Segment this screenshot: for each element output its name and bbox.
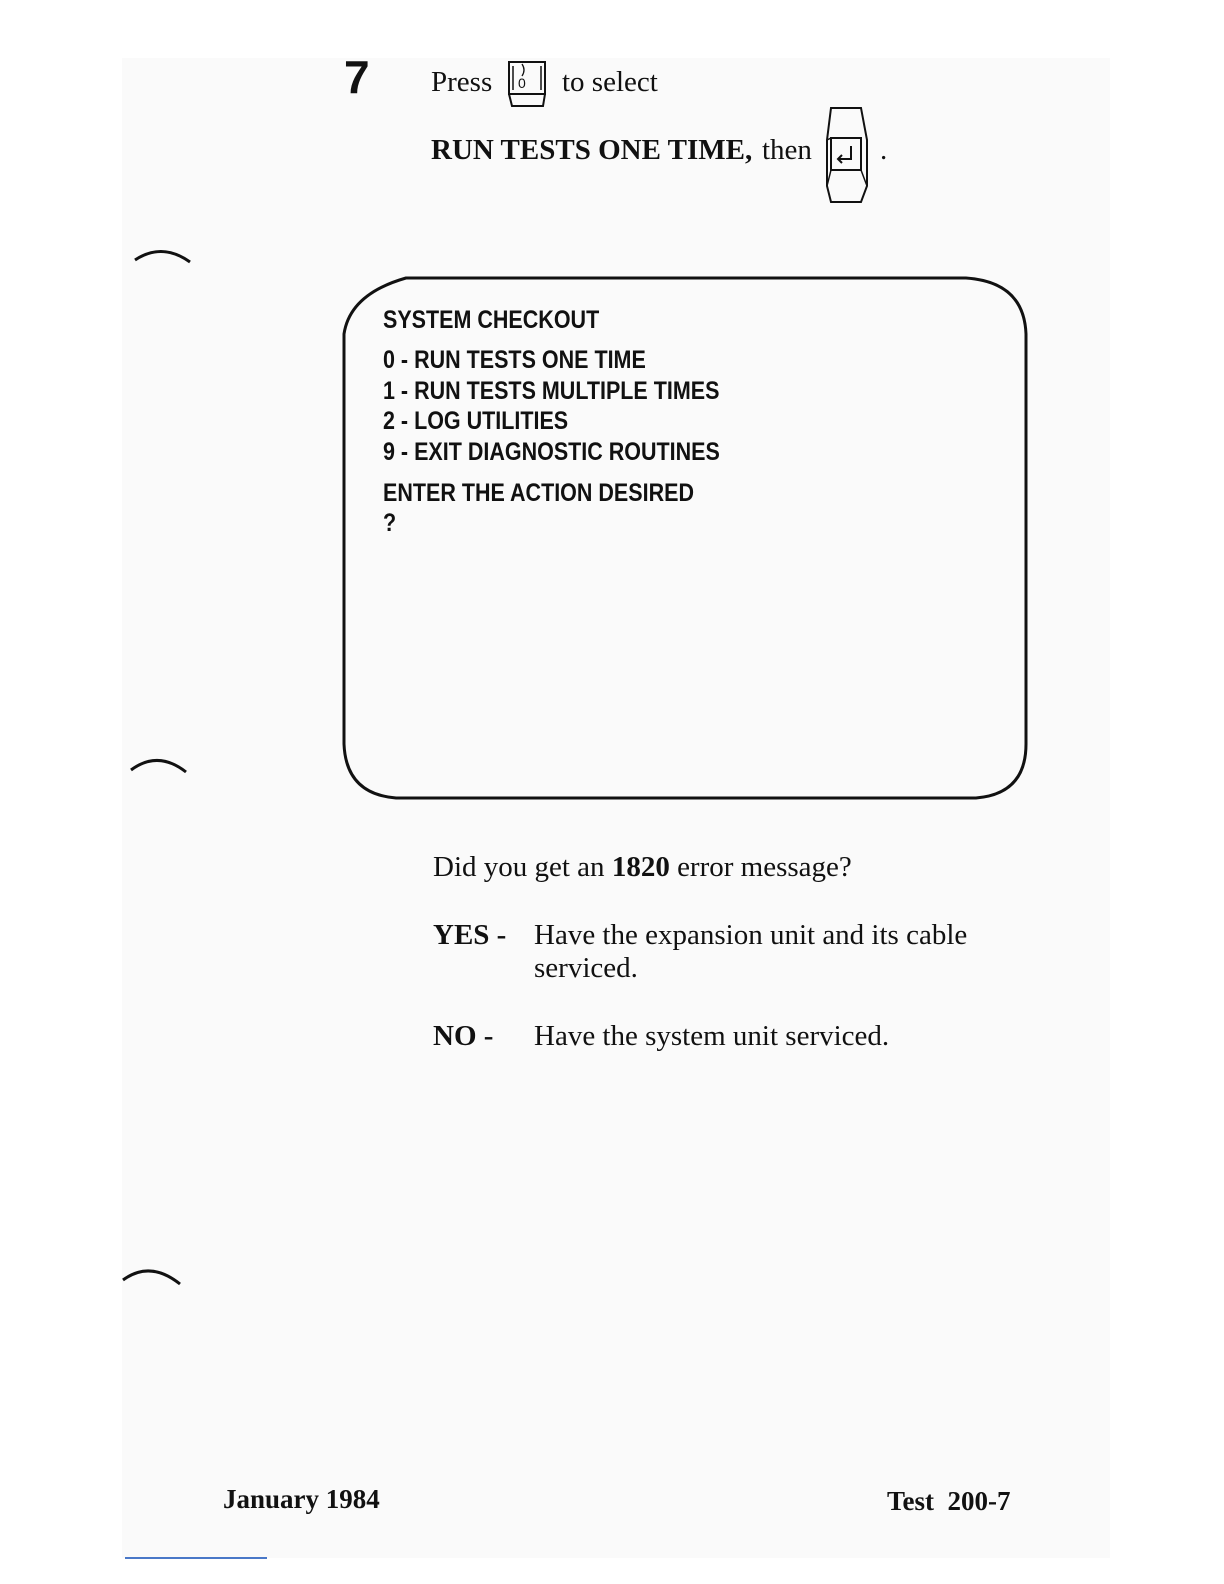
step-number: 7 [344, 51, 370, 103]
question-text [433, 851, 852, 884]
screen-cursor: ? [383, 509, 397, 537]
footer-page [887, 1486, 1011, 1517]
yes-action-line1: Have the expansion unit and its cable [534, 919, 968, 951]
yes-label: YES - [433, 919, 507, 951]
error-code: 1820 [611, 851, 670, 883]
instruction-press: Press [431, 66, 493, 98]
binder-hole-mark-top [132, 240, 196, 268]
no-action: Have the system unit serviced. [534, 1020, 890, 1052]
scan-edge-line [125, 1557, 267, 1559]
yes-action-line2: serviced. [534, 952, 638, 984]
binder-hole-mark-bottom [120, 1258, 186, 1290]
binder-hole-mark-middle [128, 748, 192, 778]
instruction-period: . [880, 134, 888, 166]
menu-option-0: 0 - RUN TESTS ONE TIME [383, 346, 646, 374]
menu-option-2: 2 - LOG UTILITIES [383, 407, 569, 435]
footer-page-label: Test [887, 1486, 935, 1516]
instruction-option-name: RUN TESTS ONE TIME, [431, 134, 753, 166]
no-label: NO - [433, 1020, 494, 1052]
question-suffix: error message? [677, 851, 852, 883]
instruction-then: then [762, 134, 812, 166]
screen-prompt: ENTER THE ACTION DESIRED [383, 479, 694, 507]
footer-page-number: 200-7 [947, 1486, 1011, 1516]
svg-text:0: 0 [518, 75, 526, 91]
question-prefix: Did you get an [433, 851, 605, 883]
footer-date: January 1984 [223, 1484, 380, 1514]
menu-option-1: 1 - RUN TESTS MULTIPLE TIMES [383, 377, 720, 405]
screen-title: SYSTEM CHECKOUT [383, 306, 600, 334]
instruction-to-select: to select [562, 66, 658, 98]
zero-key-icon [505, 58, 549, 114]
enter-key-icon [821, 104, 873, 208]
menu-option-9: 9 - EXIT DIAGNOSTIC ROUTINES [383, 438, 720, 466]
